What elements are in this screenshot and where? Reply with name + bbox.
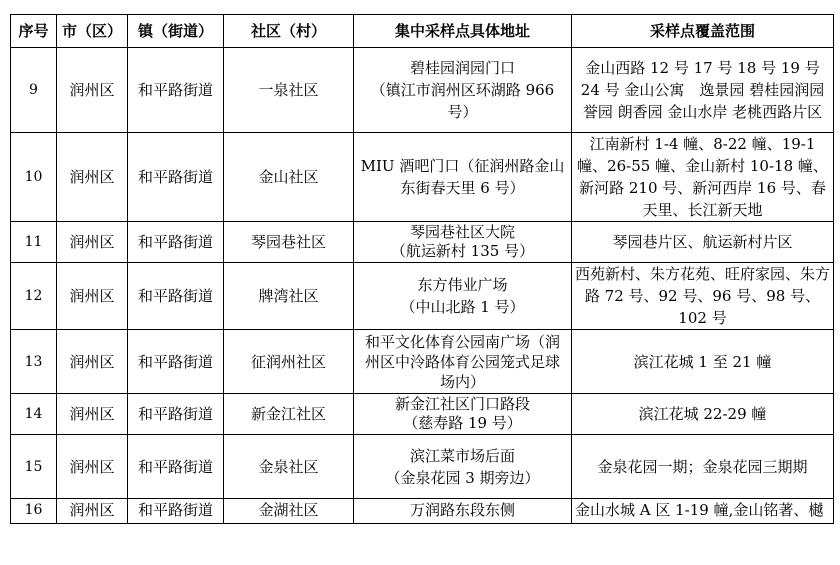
cell-city: 润州区 [57, 48, 128, 133]
cell-seq: 9 [11, 48, 57, 133]
table-row [11, 263, 834, 330]
cell-city: 润州区 [57, 222, 128, 263]
cell-address: 滨江菜市场后面 （金泉花园 3 期旁边） [354, 435, 572, 499]
cell-coverage: 琴园巷片区、航运新村片区 [572, 222, 834, 263]
header-city: 市（区） [57, 15, 128, 48]
cell-seq: 10 [11, 133, 57, 222]
cell-community: 琴园巷社区 [224, 222, 354, 263]
cell-town: 和平路街道 [128, 263, 224, 330]
cell-coverage: 金山水城 A 区 1-19 幢,金山铭著、樾 [572, 499, 834, 524]
cell-city: 润州区 [57, 263, 128, 330]
cell-town: 和平路街道 [128, 394, 224, 435]
cell-coverage: 滨江花城 22-29 幢 [572, 394, 834, 435]
table-row [11, 499, 834, 524]
header-coverage: 采样点覆盖范围 [572, 15, 834, 48]
cell-community: 新金江社区 [224, 394, 354, 435]
cell-town: 和平路街道 [128, 499, 224, 524]
cell-coverage: 金泉花园一期；金泉花园三期期 [572, 435, 834, 499]
header-community: 社区（村） [224, 15, 354, 48]
cell-seq: 14 [11, 394, 57, 435]
table-row [11, 330, 834, 394]
cell-seq: 16 [11, 499, 57, 524]
cell-address: 东方伟业广场 （中山北路 1 号） [354, 263, 572, 330]
cell-city: 润州区 [57, 499, 128, 524]
cell-community: 金泉社区 [224, 435, 354, 499]
header-seq: 序号 [11, 15, 57, 48]
cell-address: 万润路东段东侧 [354, 499, 572, 524]
cell-seq: 11 [11, 222, 57, 263]
table-row [11, 435, 834, 499]
cell-address: 新金江社区门口路段 （慈寿路 19 号） [354, 394, 572, 435]
cell-community: 一泉社区 [224, 48, 354, 133]
header-row [11, 15, 834, 48]
cell-coverage: 金山西路 12 号 17 号 18 号 19 号 24 号 金山公寓 逸景园 碧桂园润园 誉园 朗香园 金山水岸 老桃西路片区 [572, 48, 834, 133]
table-row [11, 48, 834, 133]
cell-city: 润州区 [57, 330, 128, 394]
header-town: 镇（街道） [128, 15, 224, 48]
cell-seq: 13 [11, 330, 57, 394]
cell-community: 牌湾社区 [224, 263, 354, 330]
header-address: 集中采样点具体地址 [354, 15, 572, 48]
cell-city: 润州区 [57, 133, 128, 222]
cell-town: 和平路街道 [128, 435, 224, 499]
cell-address: 琴园巷社区大院 （航运新村 135 号） [354, 222, 572, 263]
cell-city: 润州区 [57, 435, 128, 499]
sampling-points-table [10, 14, 834, 524]
cell-community: 征润州社区 [224, 330, 354, 394]
table-row [11, 133, 834, 222]
cell-address: MIU 酒吧门口（征润州路金山东街春天里 6 号） [354, 133, 572, 222]
cell-town: 和平路街道 [128, 48, 224, 133]
cell-city: 润州区 [57, 394, 128, 435]
cell-address: 和平文化体育公园南广场（润州区中泠路体育公园笼式足球场内） [354, 330, 572, 394]
cell-coverage: 江南新村 1-4 幢、8-22 幢、19-1 幢、26-55 幢、金山新村 10-18 幢、新河路 210 号、新河西岸 16 号、春天里、长江新天地 [572, 133, 834, 222]
cell-town: 和平路街道 [128, 330, 224, 394]
cell-coverage: 西苑新村、朱方花苑、旺府家园、朱方路 72 号、92 号、96 号、98 号、102 号 [572, 263, 834, 330]
table-row [11, 222, 834, 263]
cell-town: 和平路街道 [128, 133, 224, 222]
cell-community: 金山社区 [224, 133, 354, 222]
table-row [11, 394, 834, 435]
cell-address: 碧桂园润园门口 （镇江市润州区环湖路 966 号） [354, 48, 572, 133]
cell-community: 金湖社区 [224, 499, 354, 524]
cell-town: 和平路街道 [128, 222, 224, 263]
cell-seq: 12 [11, 263, 57, 330]
cell-coverage: 滨江花城 1 至 21 幢 [572, 330, 834, 394]
cell-seq: 15 [11, 435, 57, 499]
